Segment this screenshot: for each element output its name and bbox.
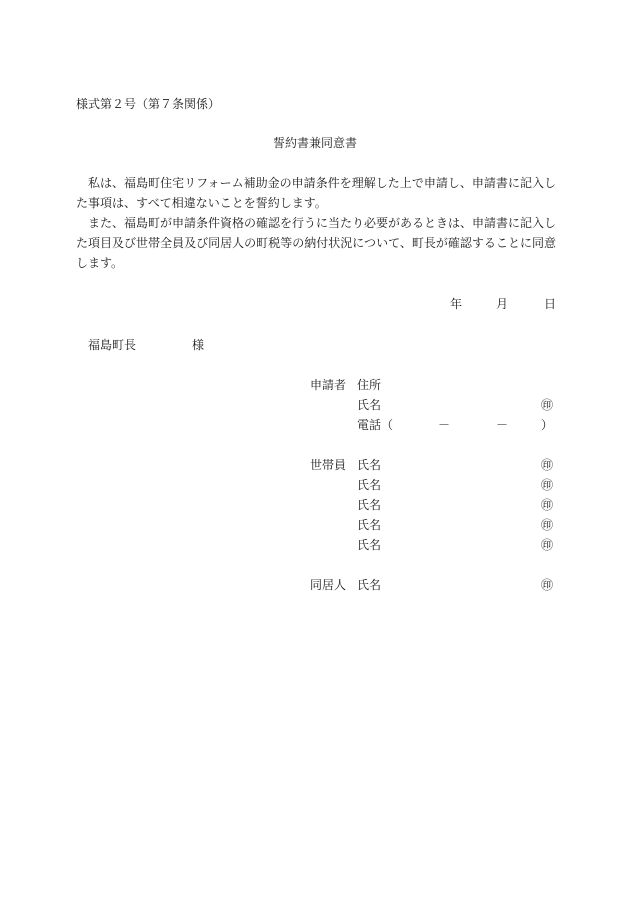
household-role-label: 世帯員 (310, 458, 347, 472)
household-name-label: 氏名 (357, 478, 382, 492)
cohabitant-role-label: 同居人 (310, 578, 347, 592)
pledge-paragraph: 私は、福島町住宅リフォーム補助金の申請条件を理解した上で申請し、申請書に記入した事項は、すべて相違ないことを誓約します。 (76, 176, 556, 210)
applicant-name-label: 氏名 (357, 398, 382, 412)
household-seal-mark: ㊞ (541, 538, 554, 552)
applicant-address-label: 住所 (357, 378, 382, 392)
consent-paragraph: また、福島町が申請条件資格の確認を行うに当たり必要があるときは、申請書に記入した項目及び世帯全員及び同居人の町税等の納付状況について、町長が確認することに同意します。 (76, 216, 557, 270)
date-year-label: 年 (450, 297, 463, 311)
phone-separator: － (496, 418, 509, 432)
household-seal-mark: ㊞ (541, 478, 554, 492)
household-name-label: 氏名 (357, 538, 382, 552)
form-number: 様式第２号（第７条関係） (76, 97, 221, 111)
date-day-label: 日 (544, 297, 557, 311)
household-seal-mark: ㊞ (541, 518, 554, 532)
applicant-phone-label: 電話（ (357, 418, 394, 432)
household-name-label: 氏名 (357, 458, 382, 472)
document-title: 誓約書兼同意書 (272, 136, 357, 150)
phone-close-paren: ） (541, 418, 554, 432)
phone-separator: － (438, 418, 451, 432)
cohabitant-seal-mark: ㊞ (541, 578, 554, 592)
household-seal-mark: ㊞ (541, 498, 554, 512)
cohabitant-name-label: 氏名 (357, 578, 382, 592)
addressee-name: 福島町長 (88, 338, 137, 352)
date-month-label: 月 (496, 297, 509, 311)
household-name-label: 氏名 (357, 518, 382, 532)
addressee-honorific: 様 (192, 338, 205, 352)
household-name-label: 氏名 (357, 498, 382, 512)
household-seal-mark: ㊞ (541, 458, 554, 472)
applicant-seal-mark: ㊞ (541, 398, 554, 412)
applicant-role-label: 申請者 (310, 378, 347, 392)
